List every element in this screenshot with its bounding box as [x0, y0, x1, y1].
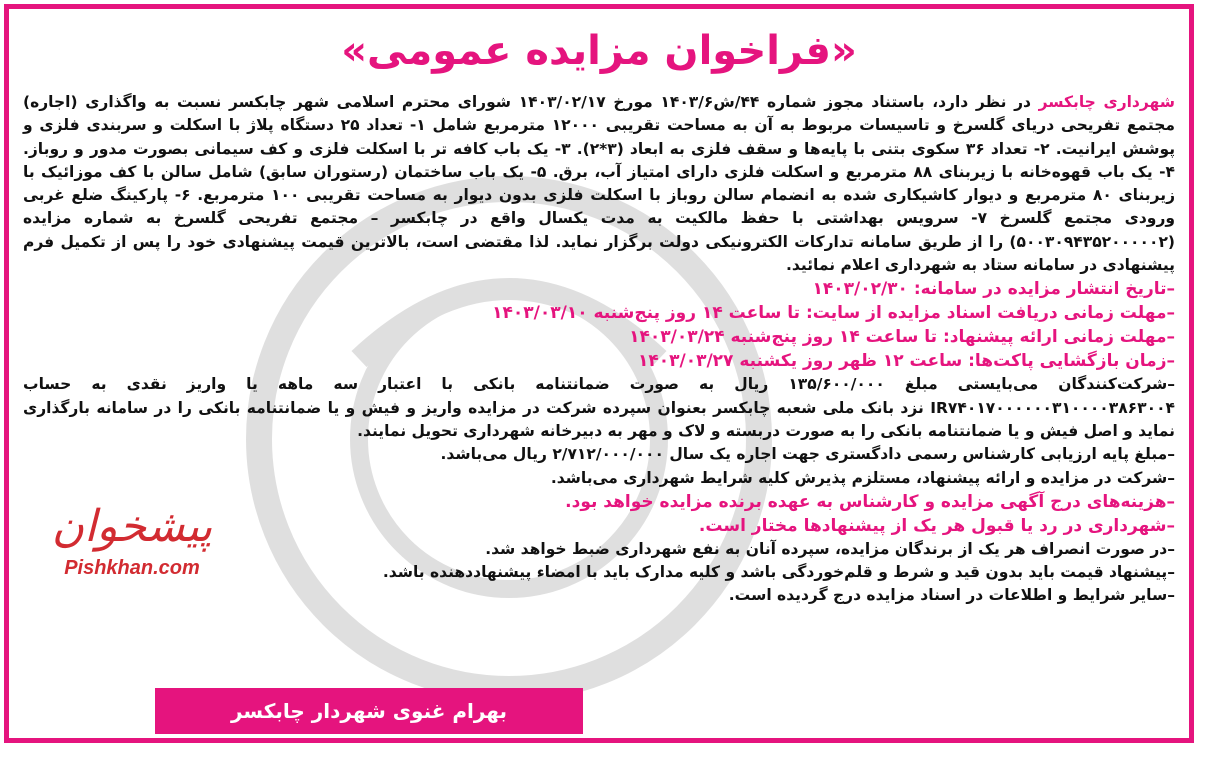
condition-item: –پیشنهاد قیمت باید بدون قید و شرط و قلم‌خوردگی باشد و کلیه مدارک باید با امضاء پیشنهاددهنده باشد.: [382, 563, 1175, 582]
logo-persian-text: پیشخوان: [51, 501, 213, 552]
highlight-item: –شهرداری در رد یا قبول هر یک از پیشنهادها مختار است.: [698, 515, 1175, 536]
pishkhan-logo: [37, 497, 227, 580]
date-item: –مهلت زمانی ارائه پیشنهاد: تا ساعت ۱۴ روز پنج‌شنبه ۱۴۰۳/۰۳/۲۴: [629, 327, 1175, 348]
participation-item: –شرکت در مزایده و ارائه پیشنهاد، مستلزم پذیرش کلیه شرایط شهرداری می‌باشد.: [550, 468, 1175, 487]
base-price-item: –مبلغ پایه ارزیابی کارشناس رسمی دادگستری جهت اجاره یک سال ۲/۷۱۲/۰۰۰/۰۰۰ ریال می‌باشد.: [440, 445, 1175, 464]
condition-item: –سایر شرایط و اطلاعات در اسناد مزایده درج گردیده است.: [728, 586, 1175, 605]
intro-text: در نظر دارد، باستناد مجوز شماره ۴۴/ش۱۴۰۳/۶ مورخ ۱۴۰۳/۰۲/۱۷ شورای محترم اسلامی شهر چابکسر نسبت به واگذاری (اجاره) مجتمع تفریحی دریای گلسرخ و تاسیسات مربوط به آن به مساحت تقریبی ۱۲۰۰۰ مترمربع شامل ۱- تعداد ۲۵ دستگاه پلاژ با اسکلت و سربندی فلزی و پوشش ایرانیت. ۲- تعداد ۳۶ سکوی بتنی با پایه‌ها و سقف فلزی به ابعاد (۳*۲). ۳- یک باب کافه تر با اسکلت فلزی و کف سیمانی بصورت مدور و روباز. ۴- یک باب قهوه‌خانه با زیربنای ۸۸ مترمربع و اسکلت فلزی دارای امتیاز آب، برق. ۵- یک باب ساختمان (رستوران سابق) شامل سالن با کف موزائیک با زیربنای ۸۰ مترمربع و دیوار کاشیکاری شده به انضمام سالن روباز با اسکلت فلزی بدون دیوار به مساحت تقریبی ۱۰۰ مترمربع. ۶- پارکینگ ضلع غربی ورودی مجتمع گلسرخ ۷- سرویس بهداشتی با حفظ مالکیت به مدت یکسال واقع در چابکسر – مجتمع تفریحی گلسرخ به شماره مزایده (۵۰۰۳۰۹۴۳۵۲۰۰۰۰۰۲) را از طریق سامانه تدارکات الکترونیکی دولت برگزار نماید. لذا مقتضی است، بالاترین قیمت پیشنهادی خود را پس از تکمیل فرم پیشنهادی در سامانه ستاد به شهرداری اعلام نمائید.: [23, 93, 1176, 275]
intro-paragraph: [23, 91, 1175, 277]
highlight-item: –هزینه‌های درج آگهی مزایده و کارشناس به عهده برنده مزایده خواهد بود.: [565, 491, 1175, 512]
date-item: –مهلت زمانی دریافت اسناد مزایده از سایت: تا ساعت ۱۴ روز پنج‌شنبه ۱۴۰۳/۰۳/۱۰: [492, 303, 1175, 324]
notice-frame: [4, 4, 1194, 743]
deposit-paragraph: –شرکت‌کنندگان می‌بایستی مبلغ ۱۳۵/۶۰۰/۰۰۰ ریال به صورت ضمانتنامه بانکی با اعتبار سه ماهه یا واریز نقدی به حساب IR۷۴۰۱۷۰۰۰۰۰۰۳۱۰۰۰۰۳۸۶۳۰۰۴ نزد بانک ملی شعبه چابکسر بعنوان سپرده شرکت در مزایده واریز و فیش و یا ضمانتنامه بانکی را در سامانه بارگذاری نماید و اصل فیش و یا ضمانتنامه بانکی را به صورت دربسته و لاک و مهر به دبیرخانه شهرداری تحویل نمایند.: [23, 375, 1175, 440]
condition-item: –در صورت انصراف هر یک از برندگان مزایده، سپرده آنان به نفع شهرداری ضبط خواهد شد.: [485, 539, 1175, 558]
page-title: «فراخوان مزایده عمومی»: [341, 28, 857, 74]
intro-lead: شهرداری چابکسر: [1038, 93, 1176, 111]
logo-english-text: Pishkhan.com: [64, 557, 200, 579]
date-item: –تاریخ انتشار مزایده در سامانه: ۱۴۰۳/۰۲/۳۰: [812, 279, 1175, 300]
date-item: –زمان بازگشایی پاکت‌ها: ساعت ۱۲ ظهر روز یکشنبه ۱۴۰۳/۰۳/۲۷: [637, 351, 1175, 372]
signature-bar: بهرام غنوی شهردار چابکسر: [155, 688, 583, 734]
